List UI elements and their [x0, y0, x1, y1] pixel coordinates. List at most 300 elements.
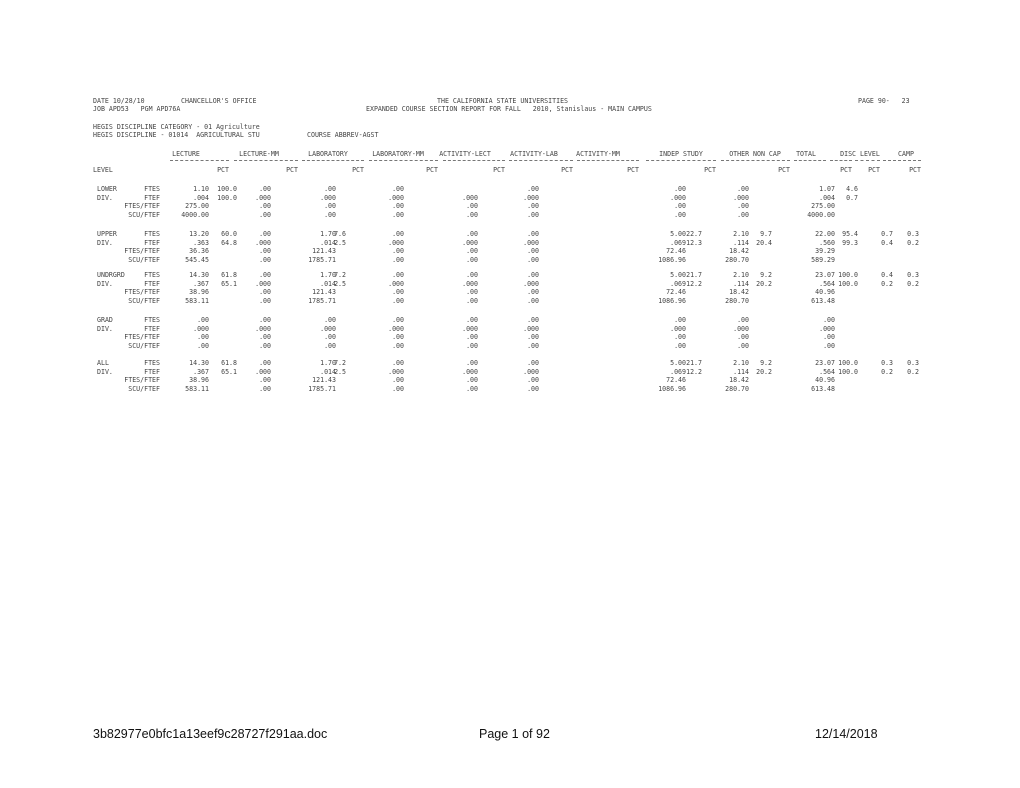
level-group-label: GRAD: [97, 316, 113, 324]
table-cell: 280.70: [725, 384, 749, 393]
table-cell: .000: [255, 238, 271, 247]
table-cell: .00: [466, 316, 478, 324]
table-cell: .00: [466, 296, 478, 305]
table-cell: .000: [462, 279, 478, 288]
table-cell: .00: [674, 202, 686, 211]
table-cell: .00: [466, 341, 478, 350]
table-cell: .00: [527, 341, 539, 350]
table-cell: 64.8: [221, 238, 237, 247]
table-cell: 4000.00: [807, 210, 835, 219]
table-cell: .00: [527, 333, 539, 342]
table-cell: .00: [259, 185, 271, 193]
row-label: SCU/FTEF: [128, 384, 160, 393]
table-cell: 5.00: [670, 230, 686, 238]
row-label: FTES/FTEF: [124, 202, 160, 211]
row-label: FTEF: [144, 193, 160, 202]
table-cell: .000: [462, 324, 478, 333]
table-cell: 9.2: [760, 359, 772, 367]
footer-date: 12/14/2018: [815, 727, 878, 741]
table-cell: .00: [527, 185, 539, 193]
table-cell: .00: [527, 288, 539, 297]
table-cell: .00: [737, 341, 749, 350]
table-cell: .000: [388, 324, 404, 333]
table-cell: 95.4: [842, 230, 858, 238]
report-date: DATE 10/28/10: [93, 97, 145, 105]
table-cell: .00: [527, 296, 539, 305]
table-cell: 1.70: [320, 359, 336, 367]
table-cell: .00: [737, 316, 749, 324]
table-cell: .069: [670, 238, 686, 247]
table-cell: .00: [466, 210, 478, 219]
table-cell: .000: [255, 367, 271, 376]
table-cell: .000: [320, 193, 336, 202]
table-cell: 0.3: [881, 359, 893, 367]
level-group-label: LOWER: [97, 185, 117, 193]
table-cell: 72.46: [666, 247, 686, 256]
table-cell: .00: [466, 255, 478, 264]
row-label: SCU/FTEF: [128, 341, 160, 350]
table-cell: 9.7: [760, 230, 772, 238]
table-cell: 99.3: [842, 238, 858, 247]
table-cell: .00: [823, 316, 835, 324]
table-cell: .000: [523, 238, 539, 247]
hegis-category: HEGIS DISCIPLINE CATEGORY - 01 Agriculture: [93, 123, 260, 131]
table-cell: 2.5: [334, 238, 346, 247]
column-rule: [234, 160, 298, 161]
table-cell: .00: [259, 316, 271, 324]
table-cell: 65.1: [221, 279, 237, 288]
table-cell: .00: [527, 359, 539, 367]
table-cell: .014: [320, 279, 336, 288]
table-cell: 4.6: [846, 185, 858, 193]
table-cell: .00: [392, 271, 404, 279]
table-cell: .00: [392, 384, 404, 393]
table-cell: 100.0: [838, 359, 858, 367]
table-cell: 0.2: [907, 279, 919, 288]
column-header: INDEP STUDY: [659, 150, 703, 158]
table-cell: .000: [320, 324, 336, 333]
column-rule: [509, 160, 573, 161]
table-cell: 0.3: [907, 230, 919, 238]
table-cell: .367: [193, 367, 209, 376]
table-cell: .00: [392, 255, 404, 264]
table-cell: 12.3: [686, 238, 702, 247]
level-group-label: UPPER: [97, 230, 117, 238]
table-cell: .00: [823, 333, 835, 342]
table-cell: 1.07: [819, 185, 835, 193]
table-cell: 2.10: [733, 230, 749, 238]
table-cell: .000: [819, 324, 835, 333]
row-label: FTES/FTEF: [124, 288, 160, 297]
table-cell: .000: [388, 193, 404, 202]
table-row: [93, 385, 933, 394]
table-cell: .00: [466, 202, 478, 211]
table-cell: 121.43: [312, 288, 336, 297]
table-cell: .00: [392, 376, 404, 385]
column-header: ACTIVITY-MM: [576, 150, 620, 158]
table-cell: 1086.96: [658, 296, 686, 305]
row-label: FTEF: [144, 238, 160, 247]
table-cell: .00: [674, 341, 686, 350]
column-rule: [577, 160, 639, 161]
table-cell: .00: [674, 185, 686, 193]
column-rule: [170, 160, 229, 161]
table-cell: 12.2: [686, 367, 702, 376]
table-cell: .00: [324, 202, 336, 211]
table-cell: 13.20: [189, 230, 209, 238]
pct-label: PCT: [493, 166, 505, 174]
table-cell: 9.2: [760, 271, 772, 279]
table-cell: 0.4: [881, 238, 893, 247]
table-row: [93, 297, 933, 306]
table-cell: .00: [392, 202, 404, 211]
table-cell: .00: [527, 230, 539, 238]
row-label: FTEF: [144, 367, 160, 376]
level-pct-row: [93, 166, 933, 175]
table-cell: 1086.96: [658, 255, 686, 264]
table-row: [93, 211, 933, 220]
table-cell: .00: [259, 333, 271, 342]
pct-label: PCT: [778, 166, 790, 174]
table-cell: 0.2: [881, 367, 893, 376]
table-cell: .00: [527, 202, 539, 211]
level-group-label: DIV.: [97, 193, 113, 202]
table-cell: .00: [392, 341, 404, 350]
table-cell: 7.2: [334, 271, 346, 279]
row-label: SCU/FTEF: [128, 210, 160, 219]
table-cell: .00: [466, 288, 478, 297]
table-cell: 18.42: [729, 247, 749, 256]
column-rule: [883, 160, 921, 161]
table-cell: .00: [737, 185, 749, 193]
table-cell: 0.2: [907, 238, 919, 247]
table-cell: 40.96: [815, 376, 835, 385]
table-cell: 0.2: [881, 279, 893, 288]
table-cell: .00: [197, 316, 209, 324]
table-cell: .00: [392, 359, 404, 367]
table-cell: .000: [462, 193, 478, 202]
table-cell: .00: [324, 333, 336, 342]
table-cell: .00: [466, 230, 478, 238]
table-cell: .000: [462, 238, 478, 247]
row-label: FTES/FTEF: [124, 376, 160, 385]
pct-label: PCT: [868, 166, 880, 174]
row-label: FTES/FTEF: [124, 333, 160, 342]
table-cell: .00: [527, 271, 539, 279]
column-rule: [369, 160, 438, 161]
table-cell: 23.07: [815, 271, 835, 279]
table-cell: 545.45: [185, 255, 209, 264]
column-header: LECTURE-MM: [239, 150, 279, 158]
table-cell: .00: [259, 202, 271, 211]
table-row: [93, 342, 933, 351]
table-cell: 589.29: [811, 255, 835, 264]
table-cell: .00: [259, 359, 271, 367]
table-cell: 2.5: [334, 367, 346, 376]
table-cell: .004: [193, 193, 209, 202]
table-cell: 100.0: [217, 185, 237, 193]
table-cell: .000: [193, 324, 209, 333]
table-cell: .004: [819, 193, 835, 202]
level-group-label: DIV.: [97, 238, 113, 247]
level-group-label: ALL: [97, 359, 109, 367]
column-rule: [302, 160, 364, 161]
column-rule: [794, 160, 826, 161]
table-cell: 1785.71: [308, 296, 336, 305]
table-cell: 583.11: [185, 384, 209, 393]
table-cell: .00: [527, 376, 539, 385]
table-cell: .000: [255, 324, 271, 333]
table-cell: .00: [527, 384, 539, 393]
table-cell: .000: [388, 367, 404, 376]
row-label: FTEF: [144, 279, 160, 288]
table-cell: 4000.00: [181, 210, 209, 219]
column-rules: [93, 156, 933, 165]
table-cell: 1086.96: [658, 384, 686, 393]
table-cell: 38.96: [189, 288, 209, 297]
table-cell: 0.4: [881, 271, 893, 279]
pct-label: PCT: [704, 166, 716, 174]
table-cell: .00: [259, 271, 271, 279]
table-cell: 583.11: [185, 296, 209, 305]
column-header: ACTIVITY-LAB: [510, 150, 558, 158]
table-cell: 7.2: [334, 359, 346, 367]
table-cell: .00: [737, 333, 749, 342]
table-cell: 1.70: [320, 271, 336, 279]
table-cell: .00: [259, 255, 271, 264]
level-group-label: UNDRGRD: [97, 271, 125, 279]
table-cell: .00: [527, 210, 539, 219]
footer-filename: 3b82977e0bfc1a13eef9c28727f291aa.doc: [93, 727, 328, 741]
table-cell: .000: [733, 193, 749, 202]
table-cell: .014: [320, 367, 336, 376]
table-cell: 5.00: [670, 271, 686, 279]
table-cell: 280.70: [725, 255, 749, 264]
table-cell: .00: [466, 333, 478, 342]
table-cell: 22.00: [815, 230, 835, 238]
table-cell: 23.07: [815, 359, 835, 367]
table-cell: .00: [466, 359, 478, 367]
table-cell: .00: [197, 333, 209, 342]
table-cell: .00: [324, 316, 336, 324]
row-label: FTES/FTEF: [124, 247, 160, 256]
row-label: FTES: [144, 359, 160, 367]
table-cell: .00: [392, 288, 404, 297]
table-cell: .014: [320, 238, 336, 247]
column-rule: [646, 160, 716, 161]
table-cell: 18.42: [729, 376, 749, 385]
column-header: CAMP: [898, 150, 914, 158]
table-row: [93, 256, 933, 265]
table-cell: .00: [259, 247, 271, 256]
table-cell: 2.10: [733, 271, 749, 279]
table-cell: 100.0: [838, 271, 858, 279]
table-cell: .00: [259, 230, 271, 238]
row-label: FTES: [144, 230, 160, 238]
table-cell: 40.96: [815, 288, 835, 297]
table-cell: .00: [737, 210, 749, 219]
table-cell: 280.70: [725, 296, 749, 305]
level-label: LEVEL: [93, 166, 113, 174]
table-cell: .000: [523, 279, 539, 288]
table-cell: .00: [324, 185, 336, 193]
report-job: JOB APD53 PGM APD76A: [93, 105, 181, 113]
pct-label: PCT: [426, 166, 438, 174]
table-cell: .069: [670, 367, 686, 376]
table-cell: .00: [674, 210, 686, 219]
table-cell: .00: [466, 376, 478, 385]
table-cell: .00: [527, 316, 539, 324]
table-cell: .000: [255, 193, 271, 202]
table-cell: 21.7: [686, 271, 702, 279]
row-label: SCU/FTEF: [128, 255, 160, 264]
table-cell: .114: [733, 238, 749, 247]
pct-label: PCT: [286, 166, 298, 174]
table-cell: .000: [388, 279, 404, 288]
table-cell: 1785.71: [308, 384, 336, 393]
table-cell: 20.2: [756, 367, 772, 376]
column-header: DISC LEVEL: [840, 150, 880, 158]
table-cell: 12.2: [686, 279, 702, 288]
column-rule: [443, 160, 505, 161]
table-cell: .000: [523, 193, 539, 202]
table-cell: .00: [197, 341, 209, 350]
table-cell: .000: [733, 324, 749, 333]
table-cell: 2.5: [334, 279, 346, 288]
table-cell: 5.00: [670, 359, 686, 367]
table-cell: .114: [733, 279, 749, 288]
table-cell: 72.46: [666, 288, 686, 297]
table-cell: .114: [733, 367, 749, 376]
table-cell: 2.10: [733, 359, 749, 367]
report-subtitle: EXPANDED COURSE SECTION REPORT FOR FALL 2010, Stanislaus - MAIN CAMPUS: [366, 105, 652, 113]
table-cell: 613.48: [811, 384, 835, 393]
level-group-label: DIV.: [97, 367, 113, 376]
table-cell: .00: [324, 341, 336, 350]
table-cell: .00: [466, 271, 478, 279]
column-header: ACTIVITY-LECT: [439, 150, 491, 158]
table-cell: 0.7: [881, 230, 893, 238]
row-label: FTEF: [144, 324, 160, 333]
table-cell: .00: [392, 210, 404, 219]
table-cell: 39.29: [815, 247, 835, 256]
table-cell: .00: [674, 316, 686, 324]
footer-page: Page 1 of 92: [479, 727, 550, 741]
table-cell: .069: [670, 279, 686, 288]
table-cell: 1.70: [320, 230, 336, 238]
table-cell: .00: [259, 341, 271, 350]
table-cell: 18.42: [729, 288, 749, 297]
column-header: TOTAL: [796, 150, 816, 158]
table-cell: .00: [392, 230, 404, 238]
table-cell: .560: [819, 238, 835, 247]
table-cell: .00: [466, 384, 478, 393]
pct-label: PCT: [840, 166, 852, 174]
table-cell: .00: [259, 384, 271, 393]
table-cell: .000: [462, 367, 478, 376]
table-cell: .00: [737, 202, 749, 211]
table-cell: 14.30: [189, 271, 209, 279]
table-cell: .00: [324, 210, 336, 219]
table-cell: 1785.71: [308, 255, 336, 264]
table-cell: .00: [392, 247, 404, 256]
table-cell: .00: [259, 210, 271, 219]
level-group-label: DIV.: [97, 279, 113, 288]
table-cell: .00: [392, 333, 404, 342]
table-cell: 121.43: [312, 376, 336, 385]
table-cell: .000: [388, 238, 404, 247]
report-page-number: PAGE 90- 23: [858, 97, 910, 105]
table-cell: 60.0: [221, 230, 237, 238]
column-rule: [830, 160, 852, 161]
table-cell: 275.00: [185, 202, 209, 211]
level-group-label: DIV.: [97, 324, 113, 333]
table-cell: 72.46: [666, 376, 686, 385]
table-cell: 36.36: [189, 247, 209, 256]
column-rule: [721, 160, 790, 161]
table-cell: .00: [823, 341, 835, 350]
pct-label: PCT: [627, 166, 639, 174]
table-cell: .00: [527, 247, 539, 256]
course-abbrev: COURSE ABBREV-AGST: [307, 131, 379, 139]
table-cell: 20.4: [756, 238, 772, 247]
pct-label: PCT: [561, 166, 573, 174]
table-cell: .00: [259, 296, 271, 305]
table-cell: 0.3: [907, 359, 919, 367]
table-cell: .00: [674, 333, 686, 342]
table-cell: .00: [392, 296, 404, 305]
table-cell: .363: [193, 238, 209, 247]
table-cell: 100.0: [217, 193, 237, 202]
table-cell: 65.1: [221, 367, 237, 376]
table-cell: .000: [523, 367, 539, 376]
table-cell: .00: [392, 316, 404, 324]
table-cell: 121.43: [312, 247, 336, 256]
table-cell: .367: [193, 279, 209, 288]
pct-label: PCT: [352, 166, 364, 174]
table-cell: 38.96: [189, 376, 209, 385]
table-cell: 100.0: [838, 367, 858, 376]
table-cell: .000: [255, 279, 271, 288]
row-label: FTES: [144, 271, 160, 279]
table-cell: .000: [670, 193, 686, 202]
table-cell: 22.7: [686, 230, 702, 238]
table-cell: .000: [523, 324, 539, 333]
row-label: FTES: [144, 185, 160, 193]
table-cell: 61.8: [221, 359, 237, 367]
table-cell: 100.0: [838, 279, 858, 288]
table-cell: 275.00: [811, 202, 835, 211]
pct-label: PCT: [217, 166, 229, 174]
row-label: SCU/FTEF: [128, 296, 160, 305]
table-cell: 21.7: [686, 359, 702, 367]
table-cell: 0.2: [907, 367, 919, 376]
report-office: CHANCELLOR'S OFFICE: [181, 97, 257, 105]
table-cell: 1.10: [193, 185, 209, 193]
table-cell: .564: [819, 367, 835, 376]
column-header: LECTURE: [172, 150, 200, 158]
hegis-discipline: HEGIS DISCIPLINE - 01014 AGRICULTURAL STU: [93, 131, 260, 139]
table-cell: 0.7: [846, 193, 858, 202]
pct-label: PCT: [909, 166, 921, 174]
table-cell: .000: [670, 324, 686, 333]
table-cell: 14.30: [189, 359, 209, 367]
table-cell: 613.48: [811, 296, 835, 305]
table-cell: .00: [392, 185, 404, 193]
column-rule: [855, 160, 880, 161]
table-cell: .00: [259, 376, 271, 385]
row-label: FTES: [144, 316, 160, 324]
